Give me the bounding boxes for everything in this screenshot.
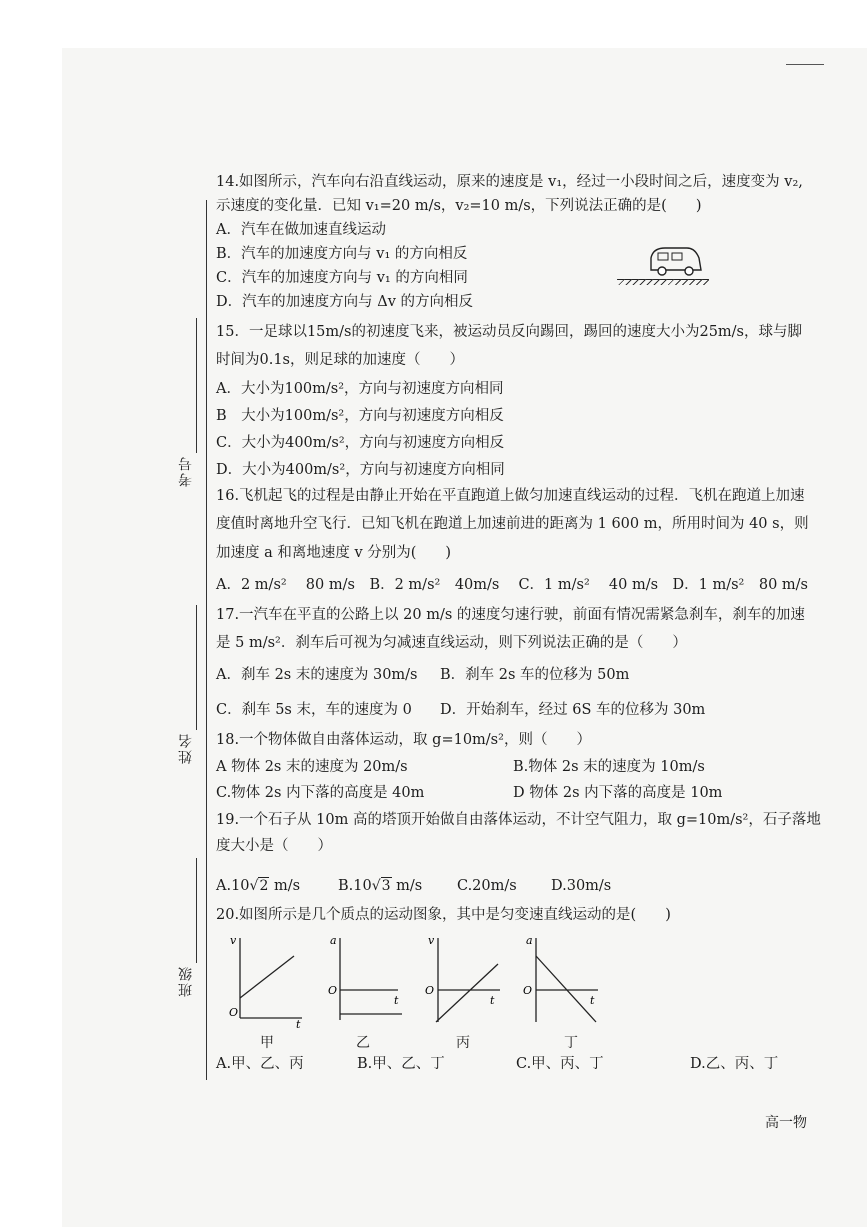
q19-option-a-prefix: A.10 bbox=[216, 878, 250, 894]
q14-option-a: A．汽车在做加速直线运动 bbox=[216, 222, 386, 238]
graph-bing-caption: 丙 bbox=[456, 1035, 470, 1051]
exam-no-label: 考号 bbox=[178, 455, 194, 487]
graph-jia-caption: 甲 bbox=[260, 1035, 274, 1051]
graph-ding-xaxis: t bbox=[590, 994, 595, 1007]
q15-option-b: B 大小为100m/s²，方向与初速度方向相反 bbox=[216, 408, 504, 424]
q14-option-c: C．汽车的加速度方向与 v₁ 的方向相同 bbox=[216, 270, 468, 286]
q20-option-a: A.甲、乙、丙 bbox=[216, 1056, 304, 1072]
sqrt-symbol: √2 bbox=[249, 878, 269, 894]
q17-stem-1: 17.一汽车在平直的公路上以 20 m/s 的速度匀速行驶，前面有情况需紧急刹车，刹车的加速 bbox=[216, 607, 805, 623]
q20-option-c: C.甲、丙、丁 bbox=[516, 1056, 604, 1072]
q19-option-a-unit: m/s bbox=[269, 878, 301, 894]
q16-options: A．2 m/s² 80 m/s B．2 m/s² 40m/s C．1 m/s² 40 m/s D．1 m/s² 80 m/s bbox=[216, 577, 808, 593]
q14-option-b: B．汽车的加速度方向与 v₁ 的方向相反 bbox=[216, 246, 468, 262]
q20-option-d: D.乙、丙、丁 bbox=[690, 1056, 779, 1072]
class-underline bbox=[196, 858, 197, 963]
q19-stem-1: 19.一个石子从 10m 高的塔顶开始做自由落体运动，不计空气阻力，取 g=10m/s²，石子落地 bbox=[216, 812, 821, 828]
q17-stem-2: 是 5 m/s²．刹车后可视为匀减速直线运动，则下列说法正确的是（ ） bbox=[216, 635, 687, 651]
q19-stem-2: 度大小是（ ） bbox=[216, 838, 332, 854]
graph-yi-origin: O bbox=[328, 984, 338, 997]
q19-option-a-radicand: 2 bbox=[259, 878, 269, 894]
car-figure bbox=[645, 244, 705, 278]
q14-stem-1: 14.如图所示，汽车向右沿直线运动，原来的速度是 v₁，经过一小段时间之后，速度变为 v₂, bbox=[216, 174, 803, 190]
q19-option-b-unit: m/s bbox=[391, 878, 423, 894]
graph-ding-yaxis: a bbox=[526, 934, 533, 947]
q15-option-d: D．大小为400m/s²，方向与初速度方向相同 bbox=[216, 462, 505, 478]
q17-option-c: C．刹车 5s 末，车的速度为 0 bbox=[216, 702, 412, 718]
ground-hatch bbox=[617, 279, 709, 285]
q19-option-c: C.20m/s bbox=[457, 878, 517, 894]
graph-ding bbox=[522, 930, 602, 1030]
name-label: 姓名 bbox=[178, 732, 194, 764]
graph-bing-origin: O bbox=[425, 984, 435, 997]
q18-option-b: B.物体 2s 末的速度为 10m/s bbox=[513, 759, 705, 775]
binding-line bbox=[206, 200, 207, 1080]
q17-option-b: B．刹车 2s 车的位移为 50m bbox=[440, 667, 630, 683]
q15-stem-2: 时间为0.1s，则足球的加速度（ ） bbox=[216, 352, 464, 368]
graph-bing-yaxis: v bbox=[428, 934, 435, 947]
q19-option-b-prefix: B.10 bbox=[338, 878, 372, 894]
q16-stem-2: 度值时离地升空飞行．已知飞机在跑道上加速前进的距离为 1 600 m，所用时间为 40 s，则 bbox=[216, 516, 809, 532]
q17-option-a: A．刹车 2s 末的速度为 30m/s bbox=[216, 667, 418, 683]
graph-yi-xaxis: t bbox=[394, 994, 399, 1007]
graph-jia-yaxis: v bbox=[230, 934, 237, 947]
q19-option-b bbox=[338, 878, 422, 894]
q18-option-a: A 物体 2s 末的速度为 20m/s bbox=[216, 759, 408, 775]
q20-option-b: B.甲、乙、丁 bbox=[357, 1056, 445, 1072]
q16-stem-3: 加速度 a 和离地速度 v 分别为( ) bbox=[216, 545, 452, 561]
footer-subject: 高一物 bbox=[765, 1115, 807, 1131]
graph-yi-caption: 乙 bbox=[356, 1035, 370, 1051]
q14-stem-2: 示速度的变化量．已知 v₁=20 m/s，v₂=10 m/s，下列说法正确的是( ) bbox=[216, 198, 702, 214]
q18-option-d: D 物体 2s 内下落的高度是 10m bbox=[513, 785, 723, 801]
class-label: 班级 bbox=[178, 965, 194, 997]
graph-yi bbox=[326, 930, 406, 1030]
q17-option-d: D．开始刹车，经过 6S 车的位移为 30m bbox=[440, 702, 706, 718]
q14-option-d: D．汽车的加速度方向与 Δv 的方向相反 bbox=[216, 294, 474, 310]
q19-option-a bbox=[216, 878, 300, 894]
q15-option-a: A．大小为100m/s²，方向与初速度方向相同 bbox=[216, 381, 504, 397]
graph-ding-caption: 丁 bbox=[564, 1035, 578, 1051]
q16-stem-1: 16.飞机起飞的过程是由静止开始在平直跑道上做匀加速直线运动的过程．飞机在跑道上加速 bbox=[216, 488, 805, 504]
graph-bing bbox=[424, 930, 504, 1030]
graph-bing-xaxis: t bbox=[490, 994, 495, 1007]
graph-jia-origin: O bbox=[229, 1006, 239, 1019]
q18-option-c: C.物体 2s 内下落的高度是 40m bbox=[216, 785, 425, 801]
graph-ding-origin: O bbox=[523, 984, 533, 997]
q20-stem: 20.如图所示是几个质点的运动图象，其中是匀变速直线运动的是( ) bbox=[216, 907, 671, 923]
q19-option-d: D.30m/s bbox=[551, 878, 612, 894]
corner-mark bbox=[786, 64, 824, 65]
q15-option-c: C．大小为400m/s²，方向与初速度方向相反 bbox=[216, 435, 505, 451]
graph-yi-yaxis: a bbox=[330, 934, 337, 947]
graph-jia-xaxis: t bbox=[296, 1018, 301, 1030]
q19-option-b-radicand: 3 bbox=[381, 878, 391, 894]
q18-stem: 18.一个物体做自由落体运动，取 g=10m/s²，则（ ） bbox=[216, 732, 591, 748]
exam-no-underline bbox=[196, 318, 197, 453]
sqrt-symbol: √3 bbox=[371, 878, 391, 894]
name-underline bbox=[196, 605, 197, 730]
q15-stem-1: 15．一足球以15m/s的初速度飞来，被运动员反向踢回，踢回的速度大小为25m/s，球与脚 bbox=[216, 324, 803, 340]
graph-jia bbox=[226, 930, 306, 1030]
